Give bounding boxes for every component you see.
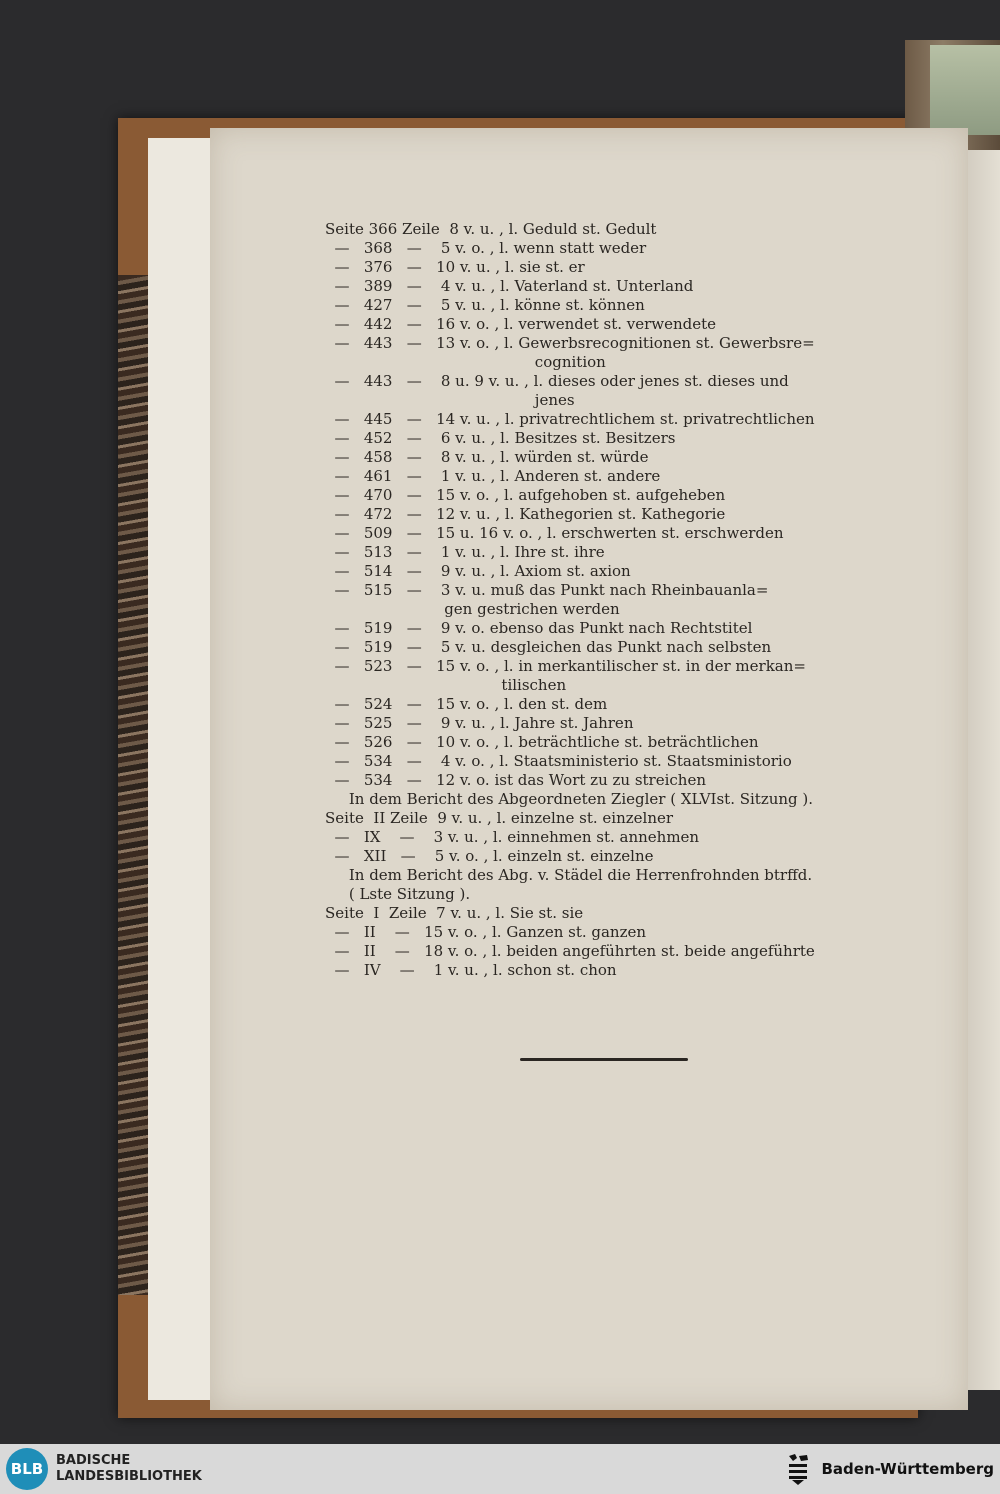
errata-line: Seite II Zeile 9 v. u. , l. einzelne st. einzelner <box>325 809 674 827</box>
errata-line: — 389 — 4 v. u. , l. Vaterland st. Unterland <box>325 277 694 295</box>
errata-line: Seite 366 Zeile 8 v. u. , l. Geduld st. Gedult <box>325 220 657 238</box>
spine-label <box>930 45 1000 135</box>
errata-line: — 513 — 1 v. u. , l. Ihre st. ihre <box>325 543 605 561</box>
bw-branding[interactable] <box>783 1452 994 1486</box>
errata-line: — 442 — 16 v. o. , l. verwendet st. verwendete <box>325 315 717 333</box>
errata-line: — 452 — 6 v. u. , l. Besitzes st. Besitzers <box>325 429 676 447</box>
errata-line: cognition <box>325 353 606 371</box>
errata-line: — 368 — 5 v. o. , l. wenn statt weder <box>325 239 647 257</box>
errata-line: — 458 — 8 v. u. , l. würden st. würde <box>325 448 649 466</box>
errata-line: — 470 — 15 v. o. , l. aufgehoben st. aufgeheben <box>325 486 726 504</box>
errata-line: — 534 — 12 v. o. ist das Wort zu zu streichen <box>325 771 706 789</box>
blb-name <box>56 1453 202 1485</box>
errata-line: — 472 — 12 v. u. , l. Kathegorien st. Kathegorie <box>325 505 726 523</box>
errata-line: — 515 — 3 v. u. muß das Punkt nach Rheinbauanla= <box>325 581 769 599</box>
endpaper <box>148 138 218 1400</box>
errata-line: — IX — 3 v. u. , l. einnehmen st. annehmen <box>325 828 700 846</box>
errata-line: — 376 — 10 v. u. , l. sie st. er <box>325 258 585 276</box>
errata-line: — II — 15 v. o. , l. Ganzen st. ganzen <box>325 923 647 941</box>
errata-line: — 526 — 10 v. o. , l. beträchtliche st. beträchtlichen <box>325 733 759 751</box>
errata-line: gen gestrichen werden <box>325 600 620 618</box>
errata-line: — 509 — 15 u. 16 v. o. , l. erschwerten st. erschwerden <box>325 524 784 542</box>
errata-line: — XII — 5 v. o. , l. einzeln st. einzelne <box>325 847 654 865</box>
errata-text <box>325 220 915 980</box>
errata-line: — 443 — 8 u. 9 v. u. , l. dieses oder jenes st. dieses und <box>325 372 789 390</box>
bw-coat-of-arms-icon <box>783 1452 813 1486</box>
errata-line: jenes <box>325 391 575 409</box>
errata-line: — 525 — 9 v. u. , l. Jahre st. Jahren <box>325 714 634 732</box>
end-rule <box>520 1058 688 1061</box>
errata-line: — 524 — 15 v. o. , l. den st. dem <box>325 695 608 713</box>
errata-line: — 534 — 4 v. o. , l. Staatsministerio st. Staatsministorio <box>325 752 792 770</box>
errata-line: — 514 — 9 v. u. , l. Axiom st. axion <box>325 562 631 580</box>
footer-bar <box>0 1444 1000 1494</box>
blb-name-line1: BADISCHE <box>56 1453 131 1468</box>
errata-line: — 443 — 13 v. o. , l. Gewerbsrecognitionen st. Gewerbsre= <box>325 334 815 352</box>
errata-line: — 427 — 5 v. u. , l. könne st. können <box>325 296 645 314</box>
errata-line: — 519 — 5 v. u. desgleichen das Punkt nach selbsten <box>325 638 772 656</box>
errata-line: — 523 — 15 v. o. , l. in merkantilischer st. in der merkan= <box>325 657 806 675</box>
report-heading: ( Lste Sitzung ). <box>325 885 471 903</box>
errata-line: Seite I Zeile 7 v. u. , l. Sie st. sie <box>325 904 584 922</box>
marbled-board <box>118 275 150 1295</box>
errata-line: — 519 — 9 v. o. ebenso das Punkt nach Rechtstitel <box>325 619 753 637</box>
bw-name: Baden-Württemberg <box>821 1460 994 1478</box>
errata-line: — IV — 1 v. u. , l. schon st. chon <box>325 961 617 979</box>
errata-line: tilischen <box>325 676 567 694</box>
blb-logo-icon: BLB <box>6 1448 48 1490</box>
errata-line: — II — 18 v. o. , l. beiden angeführten st. beide angeführte <box>325 942 815 960</box>
report-heading: In dem Bericht des Abg. v. Städel die Herrenfrohnden btrffd. <box>325 866 813 884</box>
blb-name-line2: LANDESBIBLIOTHEK <box>56 1469 202 1484</box>
blb-branding[interactable] <box>6 1448 202 1490</box>
report-heading: In dem Bericht des Abgeordneten Ziegler ( XLVIst. Sitzung ). <box>325 790 814 808</box>
errata-line: — 461 — 1 v. u. , l. Anderen st. andere <box>325 467 661 485</box>
errata-line: — 445 — 14 v. u. , l. privatrechtlichem st. privatrechtlichen <box>325 410 815 428</box>
